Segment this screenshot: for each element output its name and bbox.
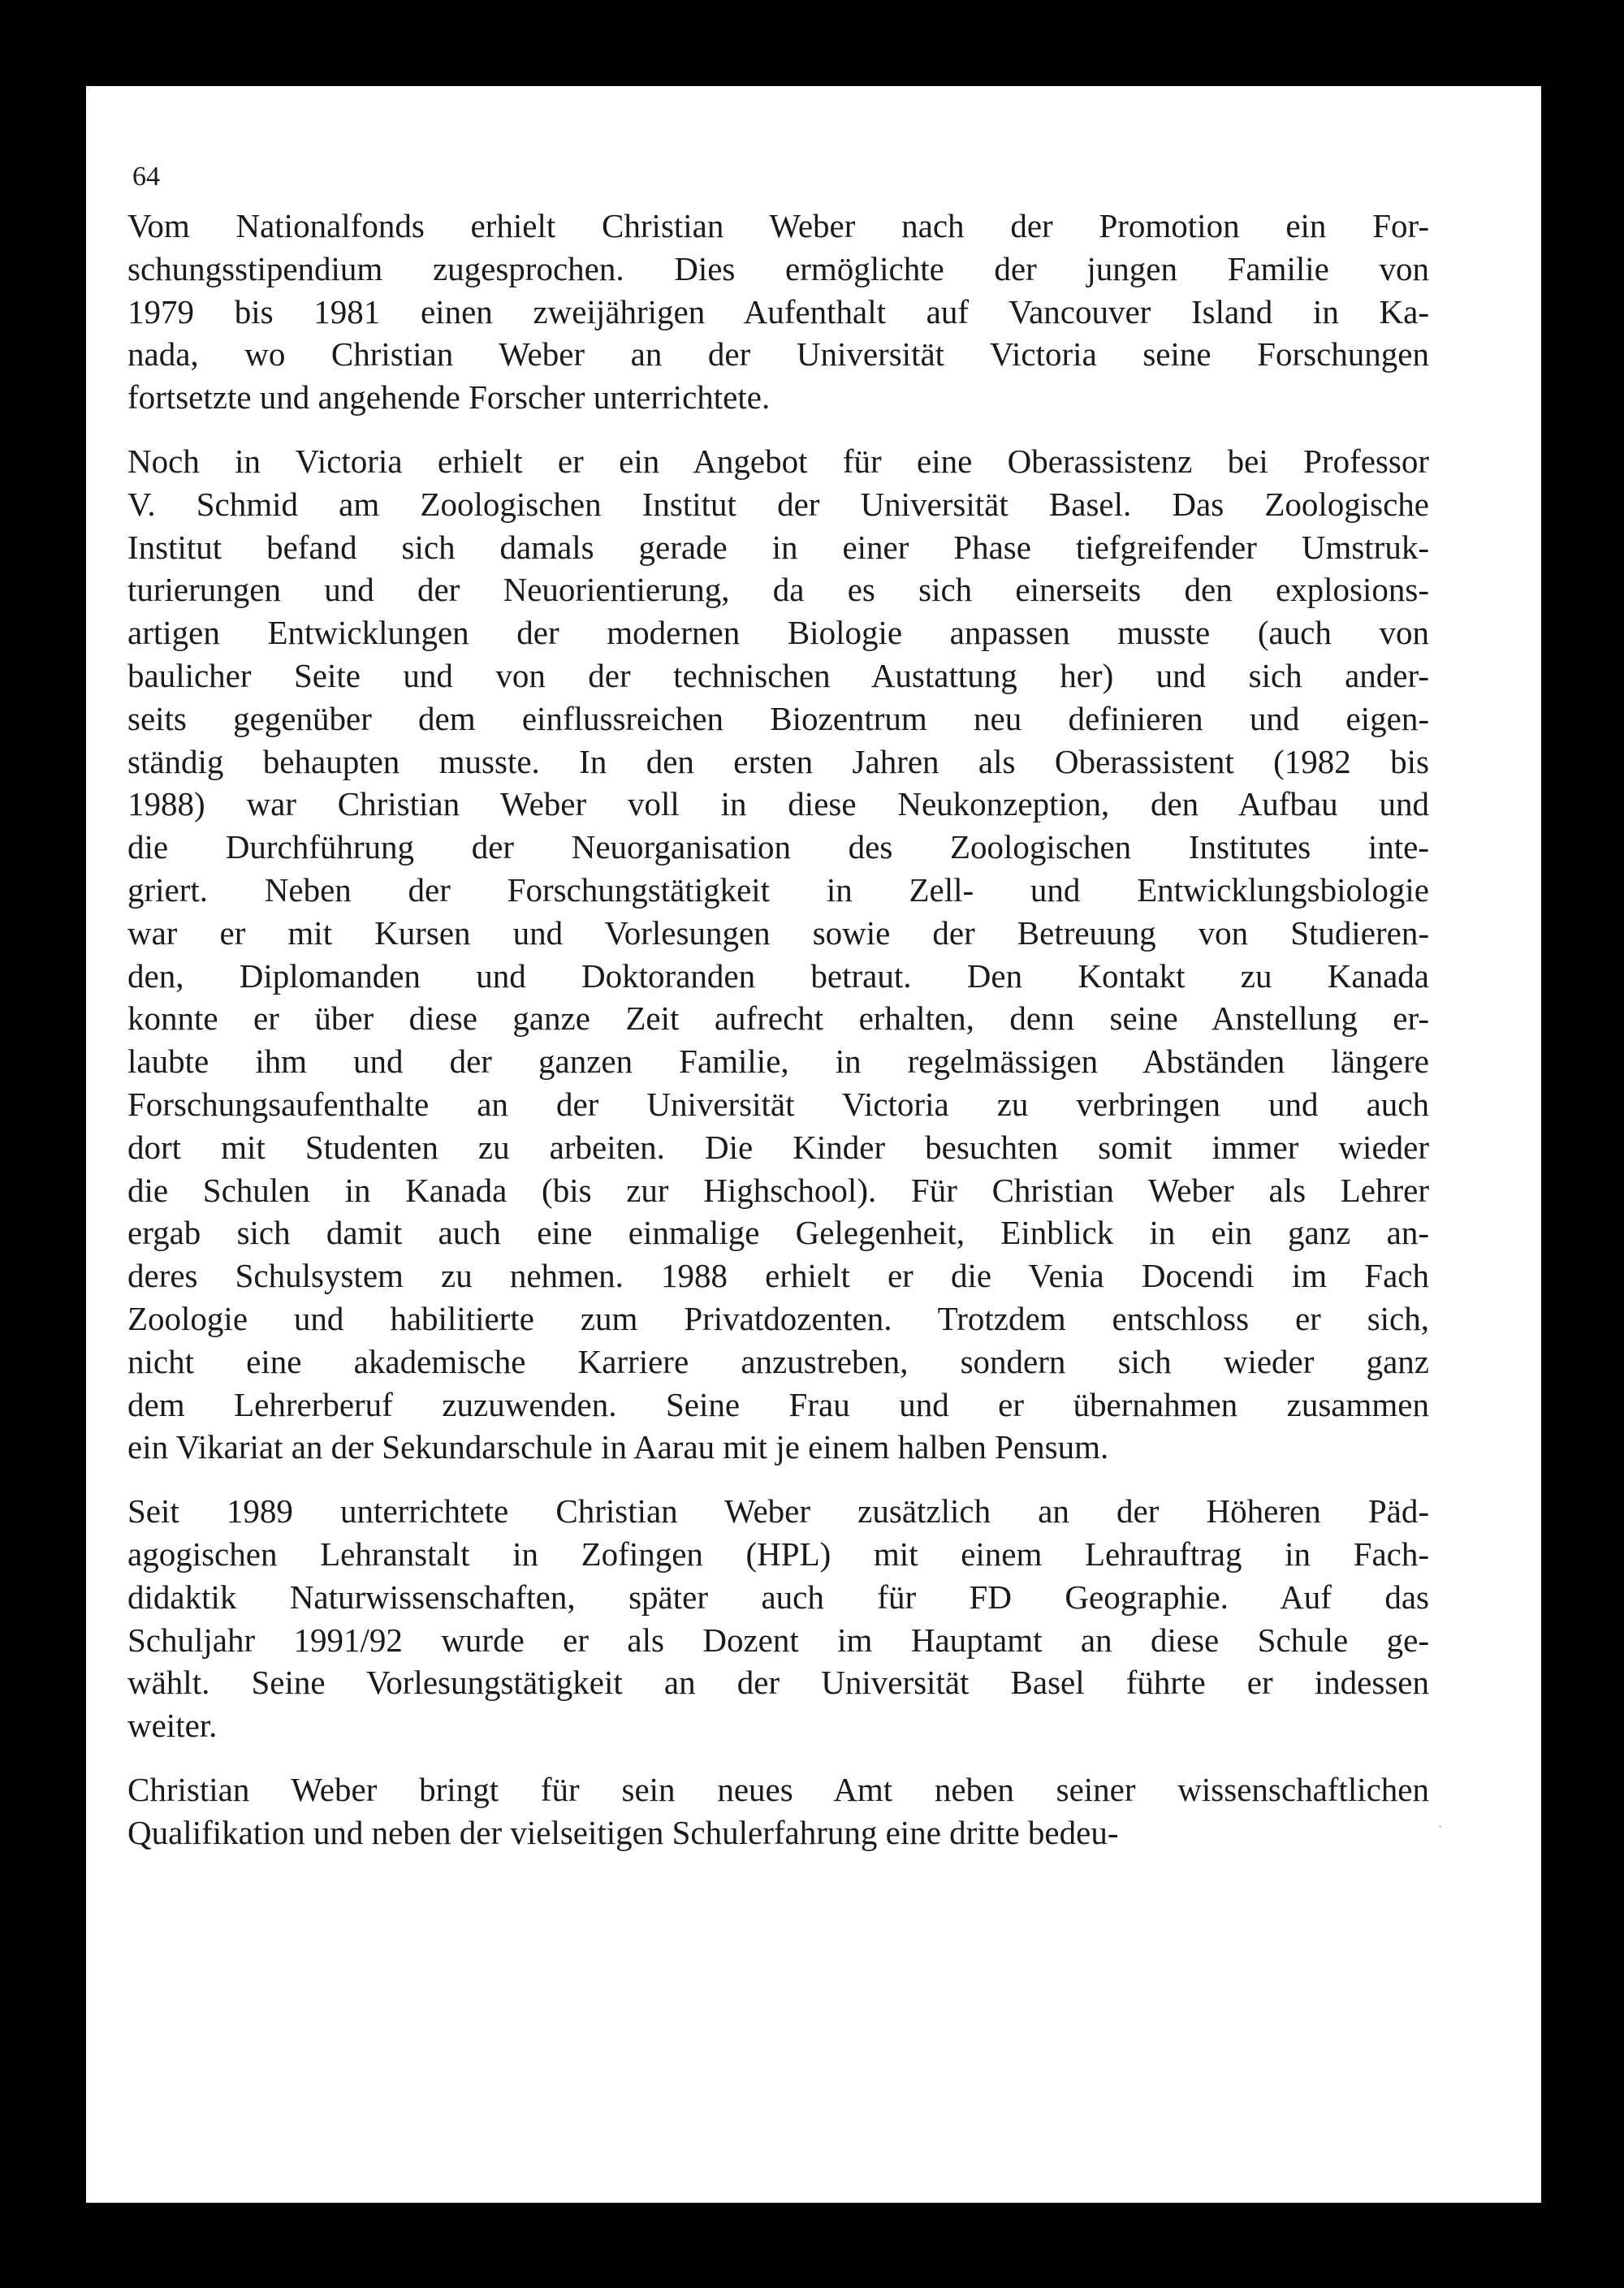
text-line: deres Schulsystem zu nehmen. 1988 erhielt er die Venia Docendi im Fach	[127, 1257, 1429, 1295]
text-line: die Durchführung der Neuorganisation des Zoologischen Institutes inte-	[127, 828, 1429, 866]
text-line: baulicher Seite und von der technischen Austattung her) und sich ander-	[127, 656, 1429, 694]
text-line: Schuljahr 1991/92 wurde er als Dozent im Hauptamt an diese Schule ge-	[127, 1621, 1429, 1659]
scan-speck	[1439, 1825, 1441, 1828]
text-line: turierungen und der Neuorientierung, da es sich einerseits den explosions-	[127, 571, 1429, 609]
text-line: Vom Nationalfonds erhielt Christian Weber nach der Promotion ein For-	[127, 207, 1429, 244]
text-line: agogischen Lehranstalt in Zofingen (HPL) mit einem Lehrauftrag in Fach-	[127, 1535, 1429, 1573]
text-line: 1979 bis 1981 einen zweijährigen Aufenthalt auf Vancouver Island in Ka-	[127, 292, 1429, 330]
text-line: didaktik Naturwissenschaften, später auch für FD Geographie. Auf das	[127, 1578, 1429, 1616]
text-line: Seit 1989 unterrichtete Christian Weber zusätzlich an der Höheren Päd-	[127, 1492, 1429, 1530]
text-line: ständig behaupten musste. In den ersten Jahren als Oberassistent (1982 bis	[127, 742, 1429, 780]
text-line: den, Diplomanden und Doktoranden betraut. Den Kontakt zu Kanada	[127, 956, 1429, 995]
text-line: Qualifikation und neben der vielseitigen Schulerfahrung eine dritte bedeu-	[127, 1813, 1119, 1851]
text-line: Forschungsaufenthalte an der Universität Victoria zu verbringen und auch	[127, 1085, 1429, 1123]
text-line: Zoologie und habilitierte zum Privatdozenten. Trotzdem entschloss er sich,	[127, 1299, 1429, 1337]
text-line: griert. Neben der Forschungstätigkeit in Zell- und Entwicklungsbiologie	[127, 870, 1429, 909]
text-line: nicht eine akademische Karriere anzustreben, sondern sich wieder ganz	[127, 1342, 1429, 1380]
paragraph	[127, 1490, 1429, 1747]
text-line: V. Schmid am Zoologischen Institut der Universität Basel. Das Zoologische	[127, 485, 1429, 523]
text-line: laubte ihm und der ganzen Familie, in regelmässigen Abständen längere	[127, 1043, 1429, 1081]
text-line: fortsetzte und angehende Forscher unterrichtete.	[127, 378, 771, 417]
text-line: Institut befand sich damals gerade in einer Phase tiefgreifender Umstruk-	[127, 528, 1429, 566]
page-number: 64	[132, 162, 160, 192]
body-text	[127, 205, 1429, 1875]
paragraph	[127, 1768, 1429, 1854]
paragraph	[127, 440, 1429, 1469]
text-line: nada, wo Christian Weber an der Universität Victoria seine Forschungen	[127, 335, 1429, 373]
text-line: artigen Entwicklungen der modernen Biologie anpassen musste (auch von	[127, 614, 1429, 652]
text-line: schungsstipendium zugesprochen. Dies ermöglichte der jungen Familie von	[127, 249, 1429, 287]
text-line: ein Vikariat an der Sekundarschule in Aarau mit je einem halben Pensum.	[127, 1428, 1109, 1466]
text-line: die Schulen in Kanada (bis zur Highschool). Für Christian Weber als Lehrer	[127, 1171, 1429, 1209]
text-line: Noch in Victoria erhielt er ein Angebot für eine Oberassistenz bei Professor	[127, 442, 1429, 480]
text-line: dort mit Studenten zu arbeiten. Die Kinder besuchten somit immer wieder	[127, 1128, 1429, 1166]
text-line: 1988) war Christian Weber voll in diese Neukonzeption, den Aufbau und	[127, 785, 1429, 823]
text-line: ergab sich damit auch eine einmalige Gelegenheit, Einblick in ein ganz an-	[127, 1214, 1429, 1252]
text-line: dem Lehrerberuf zuzuwenden. Seine Frau und er übernahmen zusammen	[127, 1385, 1429, 1423]
text-line: seits gegenüber dem einflussreichen Biozentrum neu definieren und eigen-	[127, 699, 1429, 737]
text-line: konnte er über diese ganze Zeit aufrecht erhalten, denn seine Anstellung er-	[127, 999, 1429, 1038]
paragraph	[127, 205, 1429, 419]
text-line: Christian Weber bringt für sein neues Amt neben seiner wissenschaftlichen	[127, 1770, 1429, 1808]
text-line: weiter.	[127, 1707, 218, 1745]
text-line: war er mit Kursen und Vorlesungen sowie der Betreuung von Studieren-	[127, 913, 1429, 952]
text-line: wählt. Seine Vorlesungstätigkeit an der Universität Basel führte er indessen	[127, 1664, 1429, 1702]
